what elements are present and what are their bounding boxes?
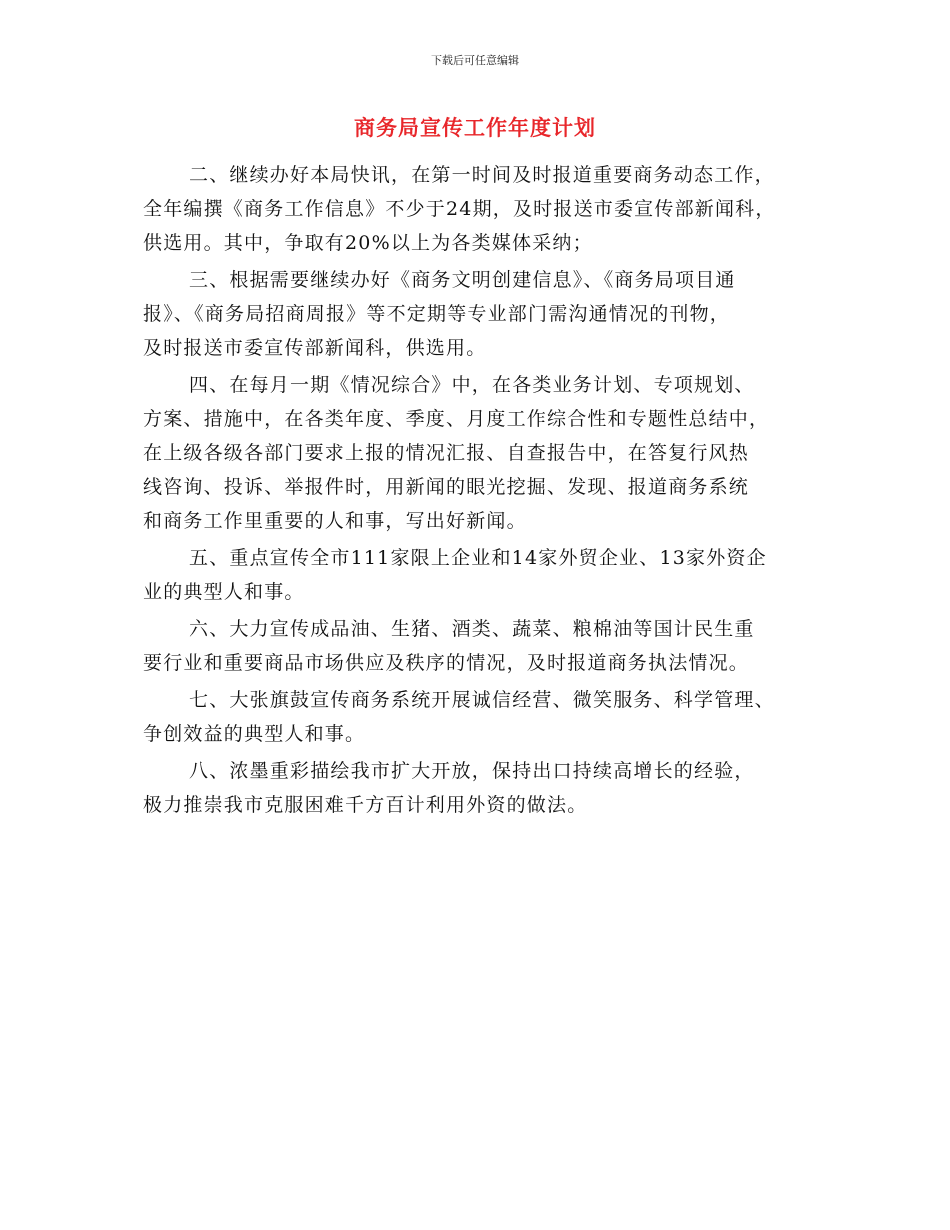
- paragraph-line: 全年编撰《商务工作信息》不少于24期，及时报送市委宣传部新闻科，: [143, 198, 776, 220]
- body-paragraph: [143, 263, 813, 365]
- paragraph-line: 线咨询、投诉、举报件时，用新闻的眼光挖掘、发现、报道商务系统: [143, 476, 750, 498]
- body-paragraph: [143, 683, 813, 751]
- paragraph-line: 及时报送市委宣传部新闻科，供选用。: [143, 337, 487, 359]
- document-title: 商务局宣传工作年度计划: [354, 116, 596, 140]
- paragraph-line: 二、继续办好本局快讯，在第一时间及时报道重要商务动态工作，: [189, 164, 775, 186]
- paragraph-line: 八、浓墨重彩描绘我市扩大开放，保持出口持续高增长的经验，: [189, 760, 755, 782]
- paragraph-line: 要行业和重要商品市场供应及秩序的情况，及时报道商务执法情况。: [143, 652, 750, 674]
- header-note: 下载后可任意编辑: [431, 54, 519, 67]
- paragraph-line: 业的典型人和事。: [143, 581, 305, 603]
- paragraph-line: 报》、《商务局招商周报》等不定期等专业部门需沟通情况的刊物，: [143, 303, 731, 325]
- paragraph-line: 七、大张旗鼓宣传商务系统开展诚信经营、微笑服务、科学管理、: [189, 689, 775, 711]
- body-paragraph: [143, 158, 813, 260]
- paragraph-line: 极力推崇我市克服困难千方百计利用外资的做法。: [143, 794, 588, 816]
- body-paragraph: [143, 541, 813, 609]
- paragraph-line: 争创效益的典型人和事。: [143, 723, 366, 745]
- paragraph-line: 在上级各级各部门要求上报的情况汇报、自查报告中，在答复行风热: [143, 442, 750, 464]
- paragraph-line: 供选用。其中，争取有20%以上为各类媒体采纳；: [143, 232, 593, 254]
- document-body: [143, 158, 813, 825]
- paragraph-line: 四、在每月一期《情况综合》中，在各类业务计划、专项规划、: [189, 374, 755, 396]
- paragraph-line: 方案、措施中，在各类年度、季度、月度工作综合性和专题性总结中，: [143, 408, 770, 430]
- body-paragraph: [143, 754, 813, 822]
- body-paragraph: [143, 368, 813, 538]
- paragraph-line: 三、根据需要继续办好《商务文明创建信息》、《商务局项目通: [189, 269, 736, 291]
- paragraph-line: 五、重点宣传全市111家限上企业和14家外贸企业、13家外资企: [189, 547, 767, 569]
- paragraph-line: 六、大力宣传成品油、生猪、酒类、蔬菜、粮棉油等国计民生重: [189, 618, 755, 640]
- body-paragraph: [143, 612, 813, 680]
- paragraph-line: 和商务工作里重要的人和事，写出好新闻。: [143, 510, 527, 532]
